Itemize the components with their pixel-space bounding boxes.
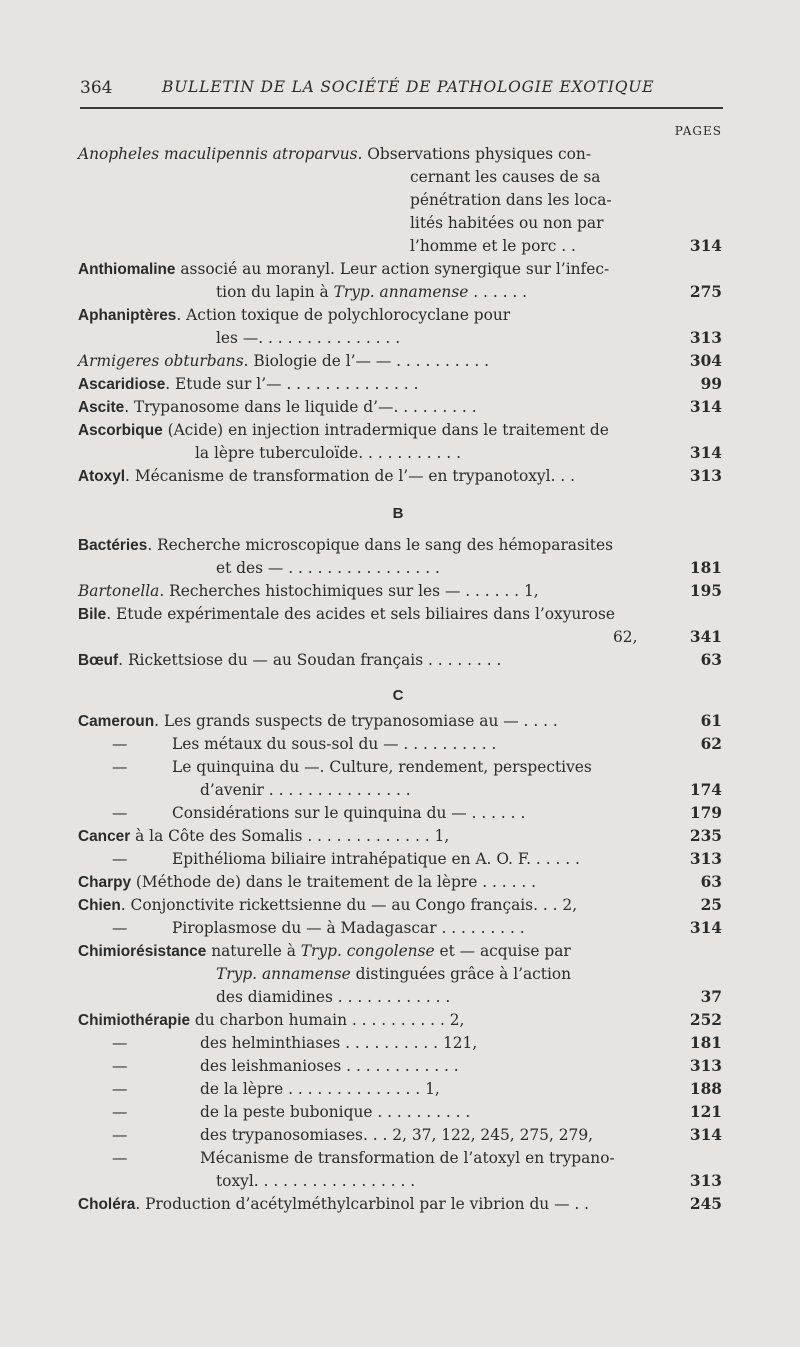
- index-entry: [0, 603, 800, 626]
- page-reference: 195: [689, 582, 722, 600]
- page-reference: 313: [689, 329, 722, 347]
- entry-fragment: . Mécanisme de transformation de l’— en trypanotoxyl. . .: [125, 467, 575, 485]
- index-entry: [0, 534, 800, 557]
- index-entry: [0, 710, 800, 733]
- ditto-dash: —: [112, 804, 128, 822]
- index-entry: [0, 304, 800, 327]
- entry-fragment: distinguées grâce à l’action: [350, 965, 572, 983]
- headword: Choléra: [78, 1196, 136, 1213]
- entry-fragment: . . . . . .: [468, 283, 528, 301]
- entry-text: Le quinquina du —. Culture, rendement, perspectives: [172, 758, 592, 776]
- page-reference: 63: [700, 873, 722, 891]
- index-entry: [0, 733, 800, 756]
- italic-term: Armigeres obturbans: [78, 352, 244, 370]
- page-reference: 174: [689, 781, 722, 799]
- entry-fragment: . Action toxique de polychlorocyclane pour: [176, 306, 511, 324]
- page-reference: 121: [689, 1103, 722, 1121]
- entry-text: [78, 534, 613, 557]
- page-reference: 314: [689, 444, 722, 462]
- entry-fragment: les —. . . . . . . . . . . . . . .: [216, 329, 401, 347]
- headword: Atoxyl: [78, 468, 126, 485]
- index-entry: [0, 396, 800, 419]
- page-reference: 314: [689, 919, 722, 937]
- index-entry: [0, 465, 800, 488]
- entry-text: [78, 350, 489, 373]
- section-letter-b: B: [392, 505, 404, 522]
- entry-fragment: . Conjonctivite rickettsienne du — au Congo français. . . 2,: [120, 896, 578, 914]
- entry-text: [78, 373, 418, 396]
- index-entry: [0, 419, 800, 442]
- entry-fragment: (Acide) en injection intradermique dans le traitement de: [162, 421, 609, 439]
- entry-text: [216, 557, 440, 580]
- entry-text: de la lèpre . . . . . . . . . . . . . . 1,: [200, 1080, 440, 1098]
- entry-fragment: . Etude expérimentale des acides et sels biliaires dans l’oxyurose: [106, 605, 615, 623]
- entry-text: [78, 304, 510, 327]
- entry-text: [78, 871, 536, 894]
- entry-fragment: . Production d’acétylméthylcarbinol par le vibrion du — . .: [135, 1195, 590, 1213]
- entry-text: [216, 327, 400, 350]
- entry-text: [78, 258, 609, 281]
- headword: Ascorbique: [78, 422, 163, 439]
- page-reference: 179: [689, 804, 722, 822]
- entry-text: [78, 649, 501, 672]
- page-reference: 313: [689, 467, 722, 485]
- index-entry: [0, 281, 800, 304]
- headword: Aphaniptères: [78, 307, 177, 324]
- page-reference: 304: [689, 352, 722, 370]
- ditto-dash: —: [112, 1149, 128, 1167]
- entry-text: Mécanisme de transformation de l’atoxyl en trypano-: [200, 1149, 615, 1167]
- entry-fragment: à la Côte des Somalis . . . . . . . . . . . . . 1,: [130, 827, 450, 845]
- italic-term: Tryp. annamense: [216, 965, 351, 983]
- headword: Chien: [78, 897, 121, 914]
- page-reference: 63: [700, 651, 722, 669]
- entry-fragment: toxyl. . . . . . . . . . . . . . . . .: [216, 1172, 416, 1190]
- page-reference: 25: [700, 896, 722, 914]
- entry-text: [216, 1170, 415, 1193]
- entry-text: [78, 396, 477, 419]
- entry-text: [78, 603, 615, 626]
- index-entry: [0, 373, 800, 396]
- index-entry: [0, 1078, 800, 1101]
- page-reference: 314: [689, 237, 722, 255]
- headword: Cameroun: [78, 713, 155, 730]
- italic-term: Tryp. congolense: [300, 942, 435, 960]
- entry-text: [78, 419, 609, 442]
- index-entry: [0, 1009, 800, 1032]
- entry-text: Epithélioma biliaire intrahépatique en A. O. F. . . . . .: [172, 850, 580, 868]
- italic-term: Tryp. annamense: [333, 283, 469, 301]
- headword: Chimiothérapie: [78, 1012, 191, 1029]
- entry-text: Piroplasmose du — à Madagascar . . . . . . . . .: [172, 919, 525, 937]
- ditto-dash: —: [112, 1126, 128, 1144]
- entry-text: [78, 940, 571, 963]
- page-reference: 314: [689, 398, 722, 416]
- ditto-dash: —: [112, 1034, 128, 1052]
- ditto-dash: —: [112, 735, 128, 753]
- index-entry: [0, 327, 800, 350]
- entry-text: des leishmanioses . . . . . . . . . . . .: [200, 1057, 459, 1075]
- page-reference: 313: [689, 1172, 722, 1190]
- index-entry: [0, 626, 800, 649]
- entry-text: [200, 779, 411, 802]
- ditto-dash: —: [112, 850, 128, 868]
- entry-fragment: associé au moranyl. Leur action synergique sur l’infec-: [175, 260, 610, 278]
- index-entry: [0, 802, 800, 825]
- entry-text: [216, 281, 527, 304]
- entry-fragment: la lèpre tuberculoïde. . . . . . . . . . .: [195, 444, 461, 462]
- entry-fragment: (Méthode de) dans le traitement de la lèpre . . . . . .: [131, 873, 537, 891]
- index-entry: [0, 779, 800, 802]
- index-entry: [0, 1193, 800, 1216]
- entry-text: [216, 963, 571, 986]
- page-reference: 181: [689, 1034, 722, 1052]
- entry-fragment: du charbon humain . . . . . . . . . . 2,: [190, 1011, 465, 1029]
- headword: Ascaridiose: [78, 376, 166, 393]
- entry-fragment: cernant les causes de sa: [410, 168, 601, 186]
- page-reference: 313: [689, 850, 722, 868]
- index-entry: [0, 986, 800, 1009]
- italic-term: Bartonella: [78, 582, 160, 600]
- ditto-dash: —: [112, 919, 128, 937]
- pages-column-head: PAGES: [674, 124, 722, 138]
- entry-fragment: 62,: [613, 628, 638, 646]
- page-reference: 252: [689, 1011, 722, 1029]
- header-rule: [80, 107, 723, 109]
- index-entry: [0, 940, 800, 963]
- index-entry: [0, 258, 800, 281]
- index-entry: [0, 1170, 800, 1193]
- index-entry: [0, 649, 800, 672]
- entry-fragment: des diamidines . . . . . . . . . . . .: [216, 988, 451, 1006]
- index-entry: [0, 1055, 800, 1078]
- page-reference: 61: [700, 712, 722, 730]
- index-entry: [0, 189, 800, 212]
- entry-text: [78, 465, 575, 488]
- page-reference: 245: [689, 1195, 722, 1213]
- entry-fragment: naturelle à: [206, 942, 301, 960]
- entry-text: [410, 166, 600, 189]
- entry-text: [410, 235, 576, 258]
- entry-fragment: . Etude sur l’— . . . . . . . . . . . . . .: [165, 375, 419, 393]
- headword: Charpy: [78, 874, 132, 891]
- ditto-dash: —: [112, 758, 128, 776]
- index-entry: [0, 212, 800, 235]
- entry-text: [410, 212, 603, 235]
- index-entry: [0, 1032, 800, 1055]
- headword: Bile: [78, 606, 107, 623]
- index-entry: [0, 917, 800, 940]
- page-reference: 37: [700, 988, 722, 1006]
- entry-text: Considérations sur le quinquina du — . . . . . .: [172, 804, 526, 822]
- page-reference: 235: [689, 827, 722, 845]
- index-entry: [0, 350, 800, 373]
- headword: Chimiorésistance: [78, 943, 207, 960]
- entry-fragment: . Les grands suspects de trypanosomiase au — . . . .: [154, 712, 558, 730]
- index-entry: [0, 442, 800, 465]
- index-entry: [0, 557, 800, 580]
- index-entry: [0, 1101, 800, 1124]
- ditto-dash: —: [112, 1057, 128, 1075]
- entry-text: [78, 825, 449, 848]
- page-reference: 313: [689, 1057, 722, 1075]
- entry-text: [78, 894, 577, 917]
- entry-text: des helminthiases . . . . . . . . . . 121,: [200, 1034, 478, 1052]
- section-letter-c: C: [392, 687, 404, 704]
- page-reference: 275: [689, 283, 722, 301]
- page-reference: 341: [689, 628, 722, 646]
- ditto-dash: —: [112, 1103, 128, 1121]
- index-entry: [0, 963, 800, 986]
- index-entry: [0, 894, 800, 917]
- entry-fragment: d’avenir . . . . . . . . . . . . . . .: [200, 781, 411, 799]
- page-reference: 314: [689, 1126, 722, 1144]
- ditto-dash: —: [112, 1080, 128, 1098]
- index-entry: [0, 756, 800, 779]
- entry-text: [78, 1193, 589, 1216]
- entry-text: [78, 580, 539, 603]
- entry-text: [78, 710, 558, 733]
- index-entry: [0, 143, 800, 166]
- index-entry: [0, 580, 800, 603]
- page-reference: 62: [700, 735, 722, 753]
- entry-fragment: . Rickettsiose du — au Soudan français . . . . . . . .: [118, 651, 502, 669]
- page-reference: 188: [689, 1080, 722, 1098]
- running-title: BULLETIN DE LA SOCIÉTÉ DE PATHOLOGIE EXOTIQUE: [162, 78, 655, 96]
- page-reference: 99: [700, 375, 722, 393]
- index-entry: [0, 166, 800, 189]
- entry-text: [613, 626, 637, 649]
- entry-fragment: l’homme et le porc . .: [410, 237, 576, 255]
- entry-fragment: et des — . . . . . . . . . . . . . . . .: [216, 559, 440, 577]
- entry-fragment: et — acquise par: [434, 942, 571, 960]
- entry-text: de la peste bubonique . . . . . . . . . .: [200, 1103, 471, 1121]
- page-number: 364: [80, 78, 113, 98]
- index-entry: [0, 1147, 800, 1170]
- entry-text: [216, 986, 450, 1009]
- entry-fragment: . Recherches histochimiques sur les — . . . . . . 1,: [159, 582, 539, 600]
- entry-fragment: Observations physiques con-: [362, 145, 592, 163]
- index-entry: [0, 848, 800, 871]
- page-reference: 181: [689, 559, 722, 577]
- entry-fragment: lités habitées ou non par: [410, 214, 604, 232]
- headword: Bactéries: [78, 537, 148, 554]
- headword: Anthiomaline: [78, 261, 176, 278]
- entry-text: [195, 442, 461, 465]
- entry-fragment: tion du lapin à: [216, 283, 334, 301]
- index-entry: [0, 871, 800, 894]
- entry-text: des trypanosomiases. . . 2, 37, 122, 245, 275, 279,: [200, 1126, 594, 1144]
- entry-fragment: . Recherche microscopique dans le sang des hémoparasites: [147, 536, 613, 554]
- entry-fragment: . Biologie de l’— — . . . . . . . . . .: [243, 352, 490, 370]
- entry-fragment: pénétration dans les loca-: [410, 191, 612, 209]
- italic-term: Anopheles maculipennis atroparvus.: [78, 145, 363, 163]
- entry-text: Les métaux du sous-sol du — . . . . . . . . . .: [172, 735, 497, 753]
- page-header: [80, 78, 720, 102]
- entry-text: [410, 189, 612, 212]
- index-entry: [0, 1124, 800, 1147]
- index-entry: [0, 825, 800, 848]
- headword: Bœuf: [78, 652, 119, 669]
- headword: Cancer: [78, 828, 131, 845]
- entry-text: [78, 143, 591, 166]
- headword: Ascite: [78, 399, 125, 416]
- index-entry: [0, 235, 800, 258]
- entry-fragment: . Trypanosome dans le liquide d’—. . . . . . . . .: [124, 398, 477, 416]
- entry-text: [78, 1009, 464, 1032]
